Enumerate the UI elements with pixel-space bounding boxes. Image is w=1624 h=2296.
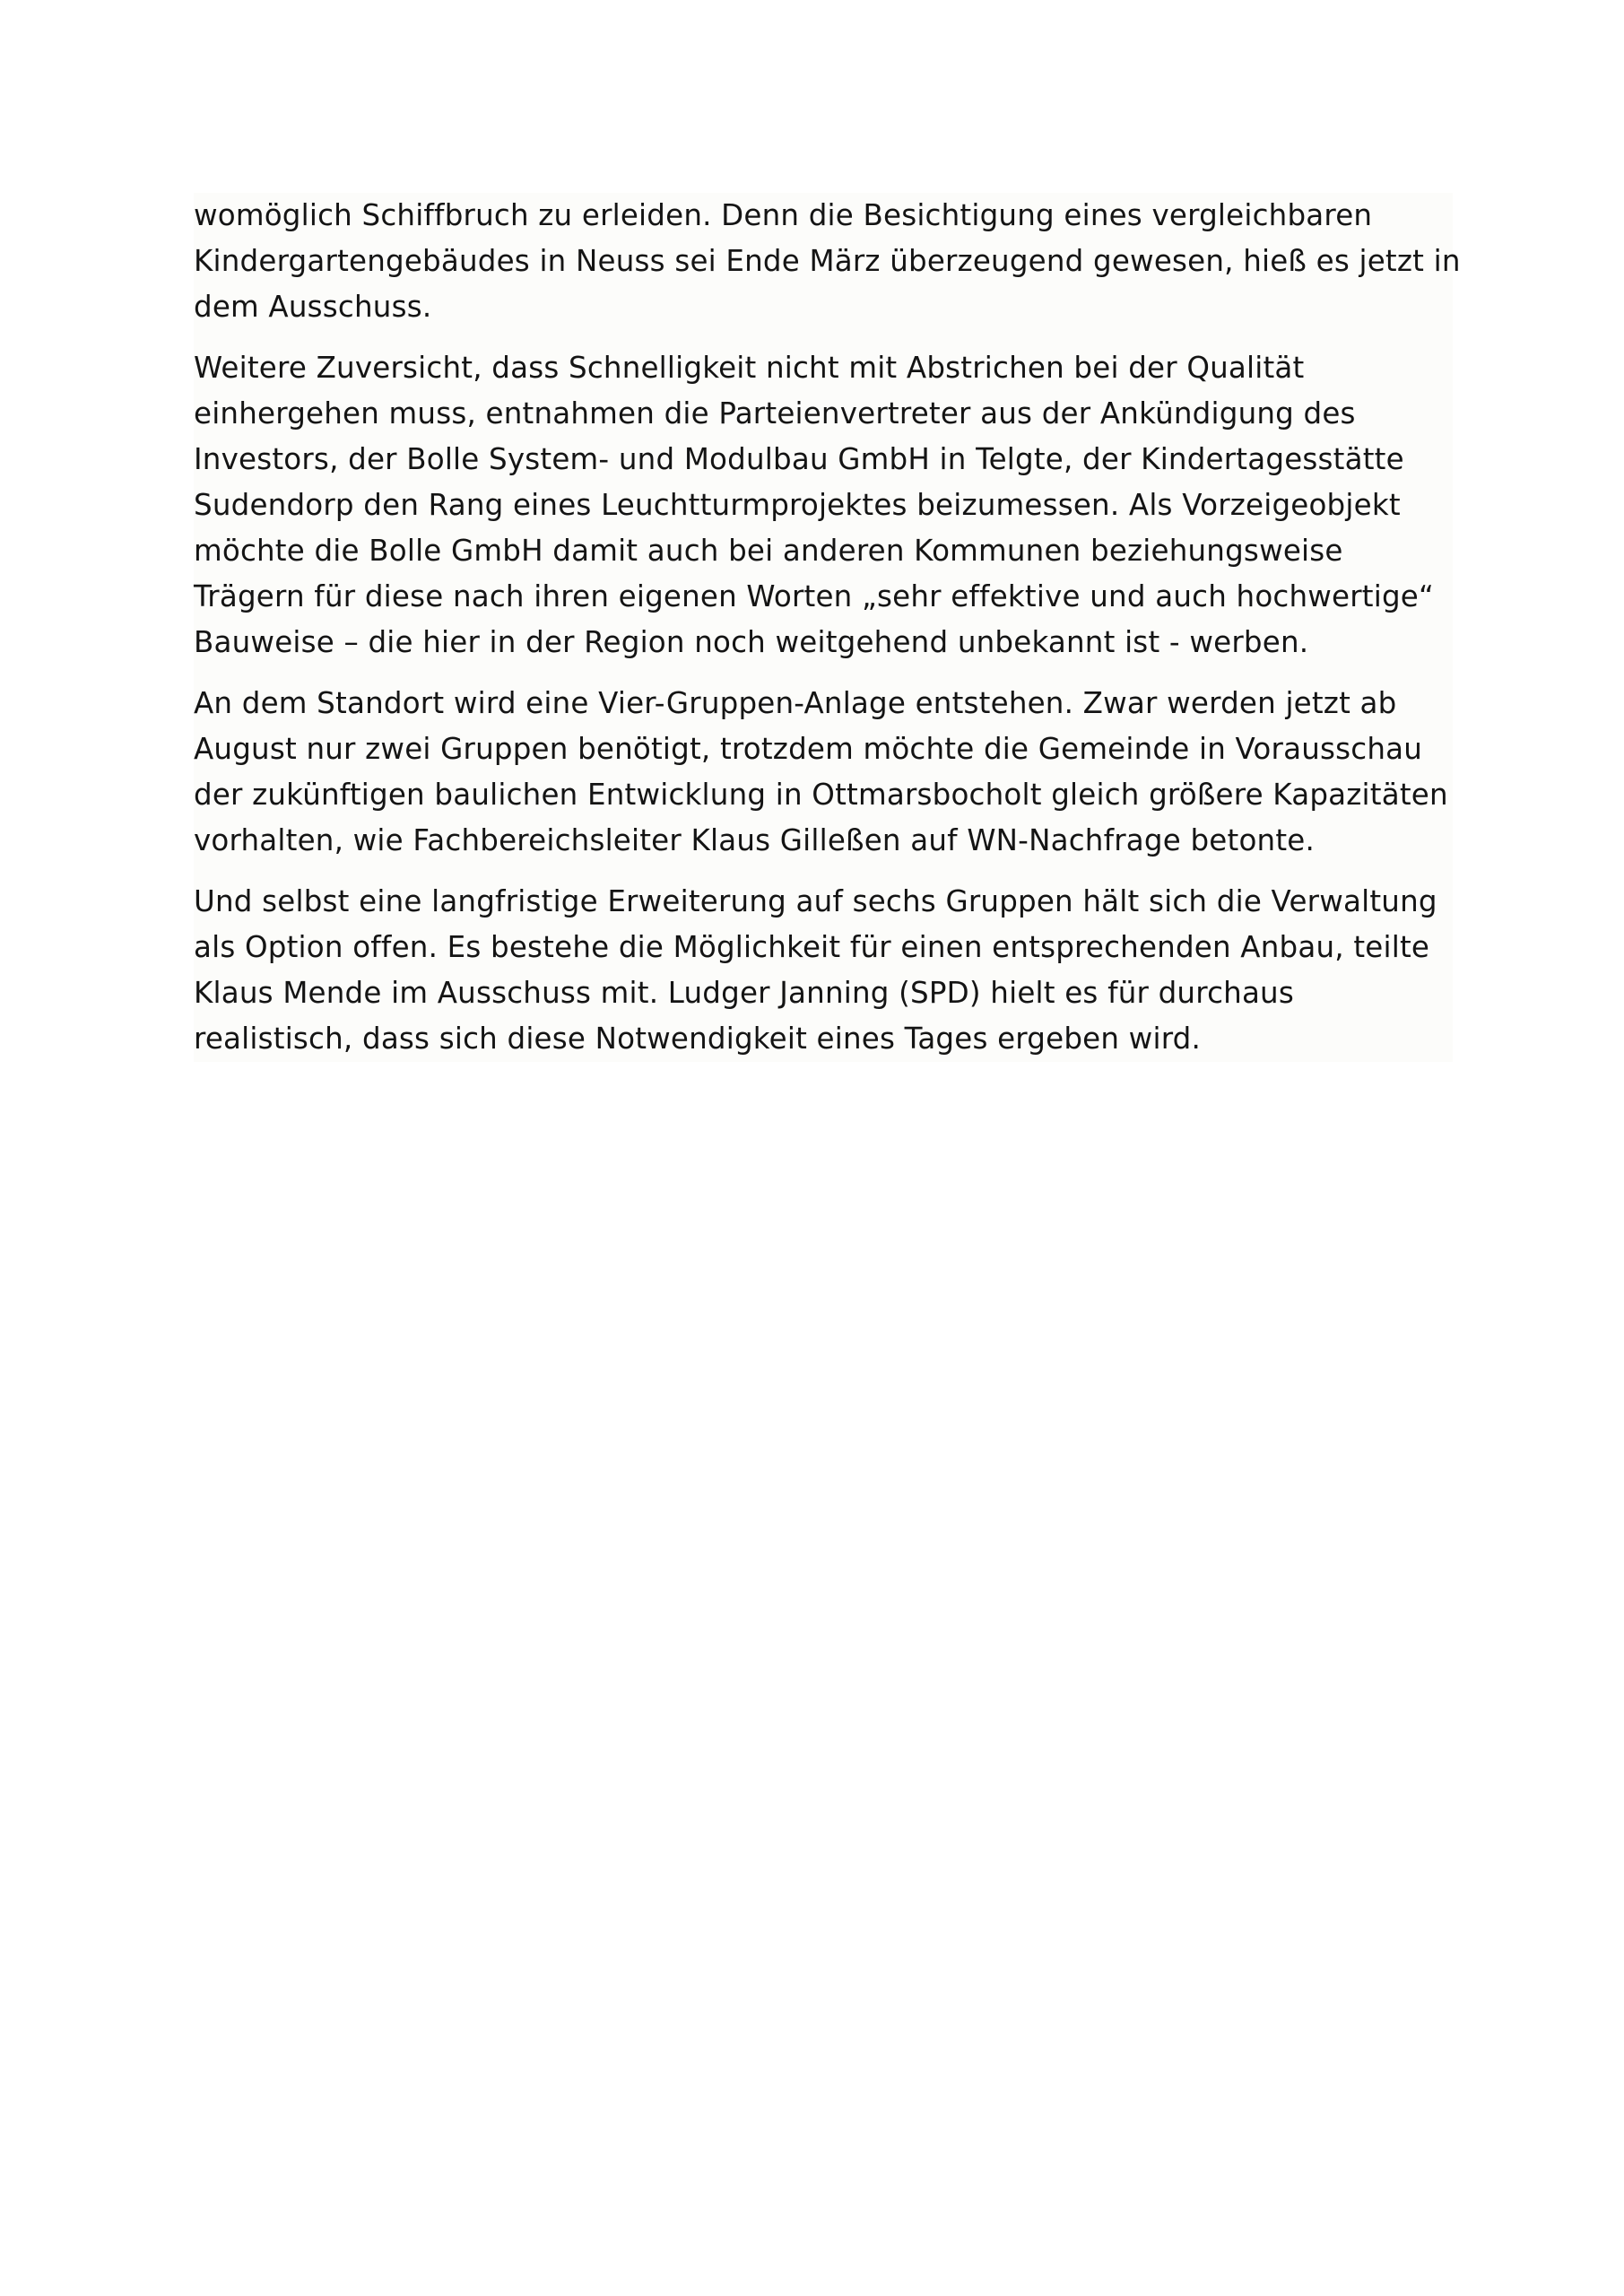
- text-line: Weitere Zuversicht, dass Schnelligkeit nicht mit Abstrichen bei der Qualität: [194, 351, 1305, 385]
- paragraph-3: [194, 681, 1453, 864]
- text-line: Bauweise – die hier in der Region noch weitgehend unbekannt ist - werben.: [194, 625, 1309, 659]
- text-line: An dem Standort wird eine Vier-Gruppen-Anlage entstehen. Zwar werden jetzt ab: [194, 686, 1397, 720]
- text-line: als Option offen. Es bestehe die Möglichkeit für einen entsprechenden Anbau, teilte: [194, 930, 1430, 964]
- text-line: womöglich Schiffbruch zu erleiden. Denn die Besichtigung eines vergleichbaren: [194, 198, 1373, 232]
- text-line: Und selbst eine langfristige Erweiterung auf sechs Gruppen hält sich die Verwaltung: [194, 884, 1437, 918]
- paragraph-4: [194, 879, 1453, 1062]
- text-line: einhergehen muss, entnahmen die Parteienvertreter aus der Ankündigung des: [194, 396, 1356, 430]
- article-text-block: [194, 193, 1461, 1062]
- text-line: der zukünftigen baulichen Entwicklung in Ottmarsbocholt gleich größere Kapazitäten: [194, 778, 1448, 812]
- paragraph-2: [194, 345, 1453, 665]
- text-line: dem Ausschuss.: [194, 290, 432, 324]
- text-line: Klaus Mende im Ausschuss mit. Ludger Janning (SPD) hielt es für durchaus: [194, 976, 1294, 1010]
- text-line: Investors, der Bolle System- und Modulbau GmbH in Telgte, der Kindertagesstätte: [194, 442, 1404, 476]
- text-line: möchte die Bolle GmbH damit auch bei anderen Kommunen beziehungsweise: [194, 534, 1343, 568]
- text-line: vorhalten, wie Fachbereichsleiter Klaus Gilleßen auf WN-Nachfrage betonte.: [194, 823, 1315, 857]
- text-line: Trägern für diese nach ihren eigenen Worten „sehr effektive und auch hochwertige“: [194, 579, 1435, 613]
- text-line: Kindergartengebäudes in Neuss sei Ende März überzeugend gewesen, hieß es jetzt in: [194, 244, 1461, 278]
- text-line: Sudendorp den Rang eines Leuchtturmprojektes beizumessen. Als Vorzeigeobjekt: [194, 488, 1401, 522]
- text-line: August nur zwei Gruppen benötigt, trotzdem möchte die Gemeinde in Vorausschau: [194, 732, 1423, 766]
- paragraph-1: [194, 193, 1461, 330]
- text-line: realistisch, dass sich diese Notwendigkeit eines Tages ergeben wird.: [194, 1022, 1202, 1056]
